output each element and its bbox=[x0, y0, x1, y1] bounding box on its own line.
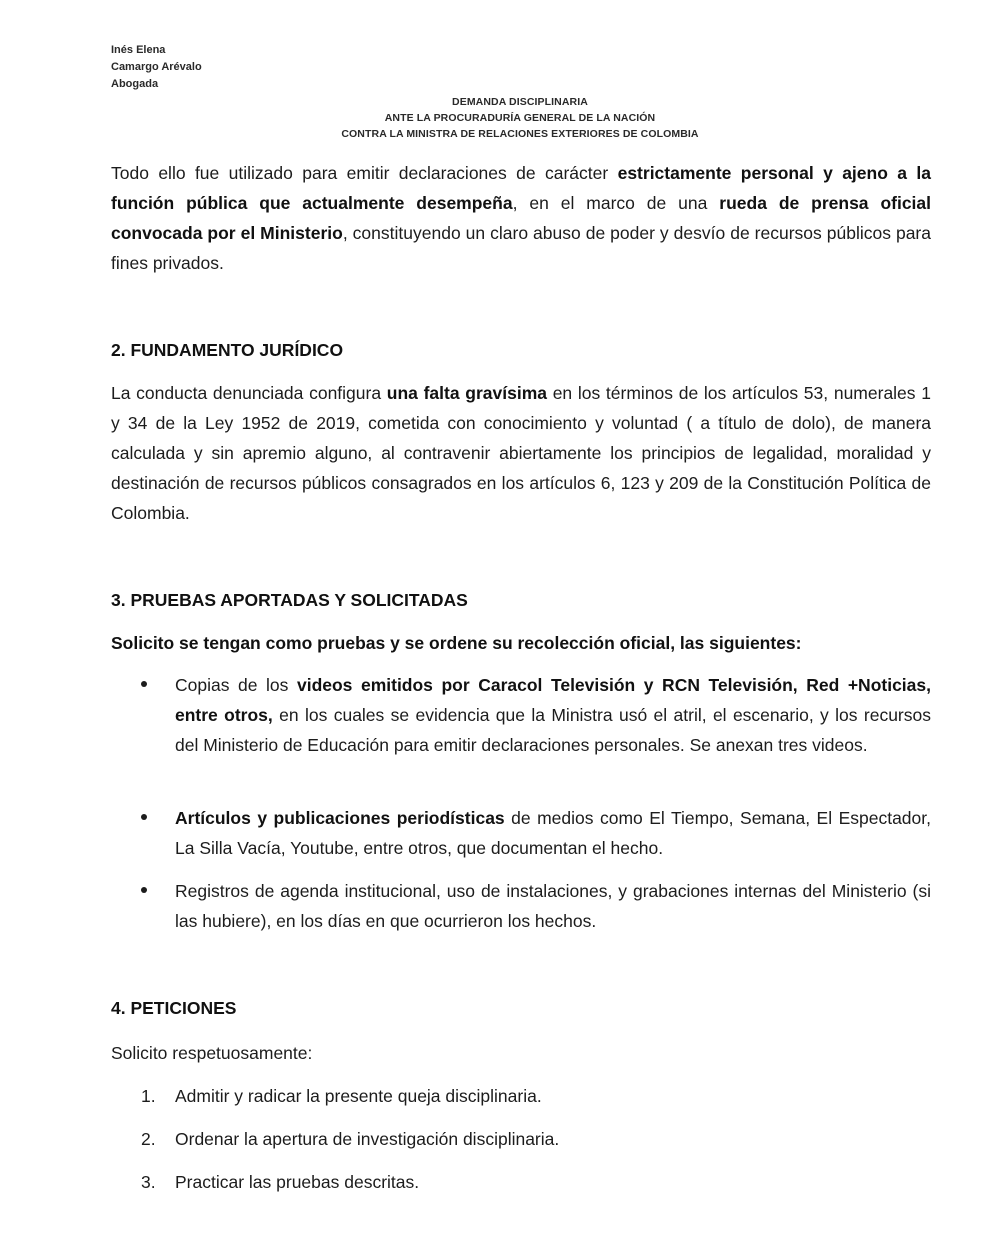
section-3-intro: Solicito se tengan como pruebas y se ordene su recolección oficial, las siguientes: bbox=[111, 633, 802, 653]
document-header-line-1: DEMANDA DISCIPLINARIA bbox=[452, 96, 588, 108]
section-4-intro: Solicito respetuosamente: bbox=[111, 1043, 313, 1063]
evidence-item-text bbox=[175, 670, 931, 760]
evidence-item-1-bold: videos emitidos por Caracol Televisión y RCN Televisión, Red +Noticias, entre otros, bbox=[175, 675, 931, 725]
section-2-heading: 2. FUNDAMENTO JURÍDICO bbox=[111, 340, 344, 360]
evidence-item-3-text-1: Registros de agenda institucional, uso de instalaciones, y grabaciones internas del Ministerio (si las hubiere), en los días en que ocurrieron los hechos. bbox=[175, 881, 931, 931]
bullet-icon bbox=[141, 814, 147, 820]
petition-text: Admitir y radicar la presente queja disciplinaria. bbox=[175, 1086, 542, 1106]
petition-text: Ordenar la apertura de investigación disciplinaria. bbox=[175, 1129, 560, 1149]
intro-text-1: Todo ello fue utilizado para emitir declaraciones de carácter bbox=[111, 163, 618, 183]
intro-bold-1: estrictamente personal y ajeno a la función pública que actualmente desempeña bbox=[111, 163, 931, 213]
evidence-item-text bbox=[175, 803, 931, 863]
section-3-heading: 3. PRUEBAS APORTADAS Y SOLICITADAS bbox=[111, 590, 468, 610]
list-number: 1. bbox=[141, 1086, 156, 1106]
intro-text-3: , constituyendo un claro abuso de poder y desvío de recursos públicos para fines privados. bbox=[111, 223, 931, 273]
author-title: Abogada bbox=[111, 78, 159, 90]
evidence-item-text bbox=[175, 876, 931, 936]
intro-paragraph bbox=[111, 158, 931, 278]
bullet-icon bbox=[141, 681, 147, 687]
list-number: 3. bbox=[141, 1172, 156, 1192]
section-2-bold-1: una falta gravísima bbox=[386, 383, 547, 403]
author-name-line-1: Inés Elena bbox=[111, 44, 166, 56]
section-2-paragraph bbox=[111, 378, 931, 528]
evidence-item-1-text-2: en los cuales se evidencia que la Ministra usó el atril, el escenario, y los recursos del Ministerio de Educación para emitir declaraciones personales. Se anexan tres videos. bbox=[175, 705, 931, 755]
bullet-icon bbox=[141, 887, 147, 893]
section-4-heading: 4. PETICIONES bbox=[111, 998, 237, 1018]
list-number: 2. bbox=[141, 1129, 156, 1149]
document-header bbox=[240, 94, 800, 142]
section-2-text-2: en los términos de los artículos 53, numerales 1 y 34 de la Ley 1952 de 2019, cometida con conocimiento y voluntad ( a título de dolo), de manera calculada y sin apremio alguno, al contravenir abiertamente los principios de legalidad, moralidad y destinación de recursos públicos consagrados en los artículos 6, 123 y 209 de la Constitución Política de Colombia. bbox=[111, 383, 931, 523]
section-2-text-1: La conducta denunciada configura bbox=[111, 383, 387, 403]
document-header-line-2: ANTE LA PROCURADURÍA GENERAL DE LA NACIÓN bbox=[384, 112, 656, 124]
evidence-item-1-text-1: Copias de los bbox=[175, 675, 297, 695]
intro-text-2: , en el marco de una bbox=[512, 193, 720, 213]
petition-text: Practicar las pruebas descritas. bbox=[175, 1172, 420, 1192]
document-header-line-3: CONTRA LA MINISTRA DE RELACIONES EXTERIORES DE COLOMBIA bbox=[341, 128, 699, 140]
author-block bbox=[111, 42, 202, 93]
evidence-item-2-text-2: de medios como El Tiempo, Semana, El Espectador, La Silla Vacía, Youtube, entre otros, que documentan el hecho. bbox=[175, 808, 931, 858]
intro-bold-2: rueda de prensa oficial convocada por el Ministerio bbox=[111, 193, 932, 243]
author-name-line-2: Camargo Arévalo bbox=[111, 61, 202, 73]
evidence-item-2-bold: Artículos y publicaciones periodísticas bbox=[175, 808, 505, 828]
